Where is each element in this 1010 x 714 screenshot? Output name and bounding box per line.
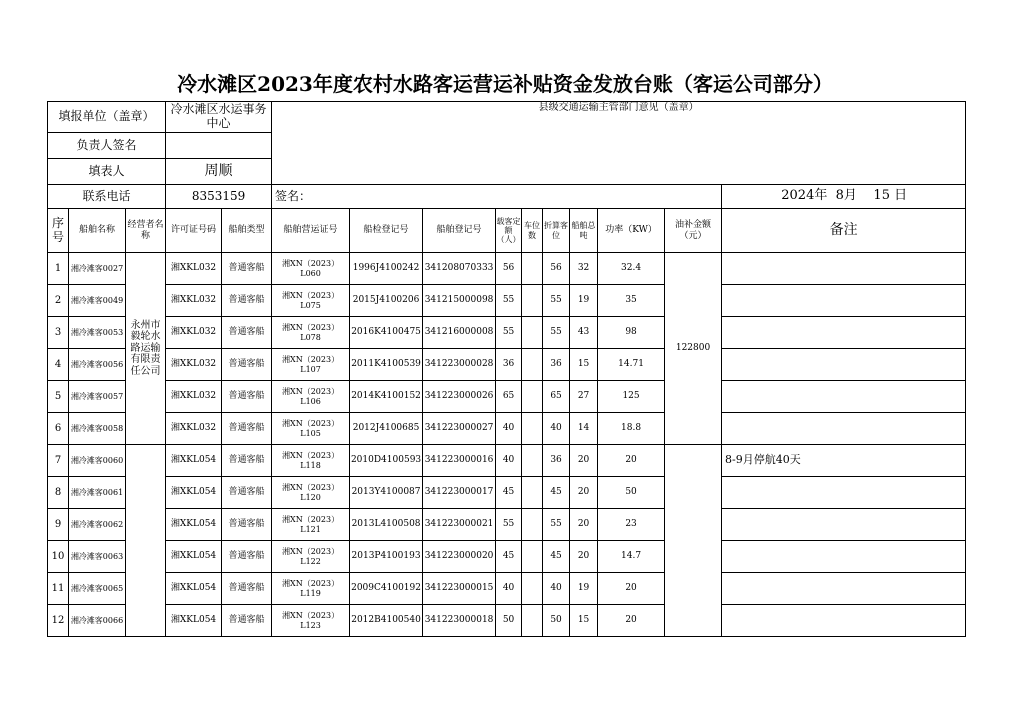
cell-inspection-no: 2012J4100685 bbox=[350, 413, 423, 445]
filler-label: 填表人 bbox=[48, 159, 166, 185]
cell-converted: 45 bbox=[543, 541, 570, 573]
table-row bbox=[48, 349, 966, 381]
cell-inspection-no: 2010D4100593 bbox=[350, 445, 423, 477]
cell-capacity: 65 bbox=[496, 381, 522, 413]
cell-tonnage: 43 bbox=[570, 317, 598, 349]
cell-tonnage: 27 bbox=[570, 381, 598, 413]
col-ship-type: 船舶类型 bbox=[222, 209, 272, 253]
cell-registry-no: 341223000017 bbox=[423, 477, 496, 509]
cell-car-slots bbox=[522, 381, 543, 413]
cell-license: 湘XKL032 bbox=[166, 413, 222, 445]
cell-power: 50 bbox=[598, 477, 665, 509]
cell-tonnage: 20 bbox=[570, 509, 598, 541]
col-capacity: 载客定额（人） bbox=[496, 209, 522, 253]
sign-cell: 签名： bbox=[272, 185, 722, 209]
cell-seq: 2 bbox=[48, 285, 69, 317]
cell-car-slots bbox=[522, 349, 543, 381]
cell-tonnage: 32 bbox=[570, 253, 598, 285]
cell-ship-type: 普通客船 bbox=[222, 349, 272, 381]
operator-group-b bbox=[126, 445, 166, 637]
cell-ship-name: 湘冷滩客0057 bbox=[69, 381, 126, 413]
cell-converted: 50 bbox=[543, 605, 570, 637]
col-converted: 折算客位 bbox=[543, 209, 570, 253]
cell-power: 20 bbox=[598, 445, 665, 477]
cell-registry-no: 341216000008 bbox=[423, 317, 496, 349]
operator-group-a: 永州市毅轮水路运输有限责任公司 bbox=[126, 253, 166, 445]
col-registry-no: 船舶登记号 bbox=[423, 209, 496, 253]
cell-power: 14.7 bbox=[598, 541, 665, 573]
header-row-unit bbox=[48, 102, 966, 133]
table-row bbox=[48, 317, 966, 349]
cell-capacity: 55 bbox=[496, 317, 522, 349]
cell-inspection-no: 2012B4100540 bbox=[350, 605, 423, 637]
cell-registry-no: 341223000018 bbox=[423, 605, 496, 637]
header-row-phone bbox=[48, 185, 966, 209]
cell-operation-cert: 湘XN（2023）L060 bbox=[272, 253, 350, 285]
cell-converted: 65 bbox=[543, 381, 570, 413]
cell-converted: 45 bbox=[543, 477, 570, 509]
cell-tonnage: 20 bbox=[570, 445, 598, 477]
cell-ship-name: 湘冷滩客0062 bbox=[69, 509, 126, 541]
cell-ship-type: 普通客船 bbox=[222, 573, 272, 605]
cell-remark: 8-9月停航40天 bbox=[722, 445, 966, 477]
cell-operation-cert: 湘XN（2023）L078 bbox=[272, 317, 350, 349]
cell-license: 湘XKL032 bbox=[166, 253, 222, 285]
cell-remark bbox=[722, 285, 966, 317]
cell-registry-no: 341223000028 bbox=[423, 349, 496, 381]
cell-ship-type: 普通客船 bbox=[222, 381, 272, 413]
cell-converted: 55 bbox=[543, 317, 570, 349]
cell-ship-type: 普通客船 bbox=[222, 413, 272, 445]
cell-ship-name: 湘冷滩客0027 bbox=[69, 253, 126, 285]
cell-power: 98 bbox=[598, 317, 665, 349]
cell-converted: 36 bbox=[543, 445, 570, 477]
cell-seq: 10 bbox=[48, 541, 69, 573]
cell-registry-no: 341223000021 bbox=[423, 509, 496, 541]
cell-seq: 11 bbox=[48, 573, 69, 605]
cell-registry-no: 341223000026 bbox=[423, 381, 496, 413]
cell-converted: 55 bbox=[543, 285, 570, 317]
cell-license: 湘XKL054 bbox=[166, 509, 222, 541]
cell-converted: 56 bbox=[543, 253, 570, 285]
cell-license: 湘XKL054 bbox=[166, 605, 222, 637]
cell-seq: 8 bbox=[48, 477, 69, 509]
cell-capacity: 45 bbox=[496, 477, 522, 509]
unit-value: 冷水滩区水运事务中心 bbox=[166, 102, 272, 133]
col-inspection-no: 船检登记号 bbox=[350, 209, 423, 253]
table-row bbox=[48, 477, 966, 509]
cell-remark bbox=[722, 509, 966, 541]
cell-capacity: 36 bbox=[496, 349, 522, 381]
cell-ship-type: 普通客船 bbox=[222, 477, 272, 509]
cell-power: 18.8 bbox=[598, 413, 665, 445]
phone-value: 8353159 bbox=[166, 185, 272, 209]
cell-capacity: 40 bbox=[496, 573, 522, 605]
cell-license: 湘XKL054 bbox=[166, 445, 222, 477]
table-row bbox=[48, 573, 966, 605]
cell-power: 23 bbox=[598, 509, 665, 541]
cell-registry-no: 341223000016 bbox=[423, 445, 496, 477]
cell-seq: 7 bbox=[48, 445, 69, 477]
cell-ship-name: 湘冷滩客0061 bbox=[69, 477, 126, 509]
col-car-slots: 车位数 bbox=[522, 209, 543, 253]
cell-operation-cert: 湘XN（2023）L121 bbox=[272, 509, 350, 541]
date-year: 2024年 bbox=[781, 188, 828, 204]
cell-remark bbox=[722, 413, 966, 445]
cell-inspection-no: 2016K4100475 bbox=[350, 317, 423, 349]
cell-operation-cert: 湘XN（2023）L118 bbox=[272, 445, 350, 477]
col-operation-cert: 船舶营运证号 bbox=[272, 209, 350, 253]
col-ship-name: 船舶名称 bbox=[69, 209, 126, 253]
filler-value: 周顺 bbox=[166, 159, 272, 185]
cell-ship-name: 湘冷滩客0056 bbox=[69, 349, 126, 381]
cell-registry-no: 341223000020 bbox=[423, 541, 496, 573]
cell-tonnage: 20 bbox=[570, 541, 598, 573]
table-row bbox=[48, 381, 966, 413]
cell-power: 32.4 bbox=[598, 253, 665, 285]
cell-ship-type: 普通客船 bbox=[222, 541, 272, 573]
cell-remark bbox=[722, 317, 966, 349]
cell-license: 湘XKL032 bbox=[166, 381, 222, 413]
cell-remark bbox=[722, 573, 966, 605]
cell-ship-name: 湘冷滩客0063 bbox=[69, 541, 126, 573]
cell-tonnage: 20 bbox=[570, 477, 598, 509]
col-tonnage: 船舶总吨 bbox=[570, 209, 598, 253]
cell-car-slots bbox=[522, 477, 543, 509]
col-license: 许可证号码 bbox=[166, 209, 222, 253]
table-row bbox=[48, 285, 966, 317]
cell-seq: 4 bbox=[48, 349, 69, 381]
cell-ship-type: 普通客船 bbox=[222, 509, 272, 541]
cell-car-slots bbox=[522, 541, 543, 573]
cell-ship-type: 普通客船 bbox=[222, 445, 272, 477]
cell-car-slots bbox=[522, 445, 543, 477]
cell-power: 20 bbox=[598, 573, 665, 605]
cell-operation-cert: 湘XN（2023）L122 bbox=[272, 541, 350, 573]
cell-ship-name: 湘冷滩客0049 bbox=[69, 285, 126, 317]
cell-inspection-no: 2014K4100152 bbox=[350, 381, 423, 413]
cell-operation-cert: 湘XN（2023）L123 bbox=[272, 605, 350, 637]
cell-ship-name: 湘冷滩客0065 bbox=[69, 573, 126, 605]
date-day: 15 日 bbox=[873, 188, 908, 204]
cell-license: 湘XKL032 bbox=[166, 317, 222, 349]
cell-ship-name: 湘冷滩客0058 bbox=[69, 413, 126, 445]
table-row bbox=[48, 605, 966, 637]
unit-label: 填报单位（盖章） bbox=[48, 102, 166, 133]
cell-car-slots bbox=[522, 285, 543, 317]
table-row bbox=[48, 253, 966, 285]
cell-inspection-no: 2009C4100192 bbox=[350, 573, 423, 605]
date-cell bbox=[722, 185, 966, 209]
cell-seq: 5 bbox=[48, 381, 69, 413]
cell-ship-name: 湘冷滩客0066 bbox=[69, 605, 126, 637]
cell-registry-no: 341223000027 bbox=[423, 413, 496, 445]
cell-seq: 6 bbox=[48, 413, 69, 445]
date-month: 8月 bbox=[835, 188, 857, 204]
cell-remark bbox=[722, 381, 966, 413]
cell-tonnage: 15 bbox=[570, 349, 598, 381]
leader-value bbox=[166, 133, 272, 159]
table-row bbox=[48, 509, 966, 541]
cell-power: 35 bbox=[598, 285, 665, 317]
leader-label: 负责人签名 bbox=[48, 133, 166, 159]
cell-power: 125 bbox=[598, 381, 665, 413]
cell-seq: 3 bbox=[48, 317, 69, 349]
cell-registry-no: 341223000015 bbox=[423, 573, 496, 605]
cell-inspection-no: 2015J4100206 bbox=[350, 285, 423, 317]
cell-inspection-no: 1996J4100242 bbox=[350, 253, 423, 285]
cell-converted: 40 bbox=[543, 573, 570, 605]
cell-car-slots bbox=[522, 253, 543, 285]
cell-car-slots bbox=[522, 605, 543, 637]
cell-car-slots bbox=[522, 509, 543, 541]
cell-tonnage: 15 bbox=[570, 605, 598, 637]
cell-capacity: 45 bbox=[496, 541, 522, 573]
cell-remark bbox=[722, 477, 966, 509]
ledger-table bbox=[47, 101, 966, 637]
county-opinion-cell: 县级交通运输主管部门意见（盖章） bbox=[272, 102, 966, 185]
col-operator: 经营者名称 bbox=[126, 209, 166, 253]
cell-ship-type: 普通客船 bbox=[222, 317, 272, 349]
cell-license: 湘XKL054 bbox=[166, 541, 222, 573]
cell-ship-name: 湘冷滩客0060 bbox=[69, 445, 126, 477]
table-row bbox=[48, 541, 966, 573]
cell-power: 14.71 bbox=[598, 349, 665, 381]
cell-car-slots bbox=[522, 573, 543, 605]
cell-operation-cert: 湘XN（2023）L107 bbox=[272, 349, 350, 381]
cell-converted: 55 bbox=[543, 509, 570, 541]
cell-tonnage: 19 bbox=[570, 285, 598, 317]
cell-power: 20 bbox=[598, 605, 665, 637]
cell-license: 湘XKL054 bbox=[166, 573, 222, 605]
cell-inspection-no: 2013P4100193 bbox=[350, 541, 423, 573]
cell-operation-cert: 湘XN（2023）L119 bbox=[272, 573, 350, 605]
fuel-group-b bbox=[665, 445, 722, 637]
cell-converted: 36 bbox=[543, 349, 570, 381]
col-power: 功率（KW） bbox=[598, 209, 665, 253]
cell-remark bbox=[722, 349, 966, 381]
cell-operation-cert: 湘XN（2023）L105 bbox=[272, 413, 350, 445]
cell-operation-cert: 湘XN（2023）L075 bbox=[272, 285, 350, 317]
cell-car-slots bbox=[522, 413, 543, 445]
col-remark: 备注 bbox=[722, 209, 966, 253]
cell-remark bbox=[722, 605, 966, 637]
fuel-group-a: 122800 bbox=[665, 253, 722, 445]
cell-inspection-no: 2011K4100539 bbox=[350, 349, 423, 381]
cell-seq: 9 bbox=[48, 509, 69, 541]
cell-capacity: 50 bbox=[496, 605, 522, 637]
cell-seq: 1 bbox=[48, 253, 69, 285]
cell-converted: 40 bbox=[543, 413, 570, 445]
cell-operation-cert: 湘XN（2023）L106 bbox=[272, 381, 350, 413]
document-title: 冷水滩区2023年度农村水路客运营运补贴资金发放台账（客运公司部分） bbox=[177, 72, 833, 96]
cell-license: 湘XKL032 bbox=[166, 285, 222, 317]
cell-ship-type: 普通客船 bbox=[222, 253, 272, 285]
cell-car-slots bbox=[522, 317, 543, 349]
cell-tonnage: 14 bbox=[570, 413, 598, 445]
table-row bbox=[48, 413, 966, 445]
cell-ship-type: 普通客船 bbox=[222, 605, 272, 637]
cell-inspection-no: 2013Y4100087 bbox=[350, 477, 423, 509]
col-seq: 序号 bbox=[48, 209, 69, 253]
column-header-row bbox=[48, 209, 966, 253]
phone-label: 联系电话 bbox=[48, 185, 166, 209]
cell-seq: 12 bbox=[48, 605, 69, 637]
cell-inspection-no: 2013L4100508 bbox=[350, 509, 423, 541]
cell-ship-type: 普通客船 bbox=[222, 285, 272, 317]
cell-capacity: 56 bbox=[496, 253, 522, 285]
cell-license: 湘XKL054 bbox=[166, 477, 222, 509]
cell-operation-cert: 湘XN（2023）L120 bbox=[272, 477, 350, 509]
cell-remark bbox=[722, 541, 966, 573]
table-row bbox=[48, 445, 966, 477]
cell-capacity: 40 bbox=[496, 445, 522, 477]
cell-remark bbox=[722, 253, 966, 285]
col-fuel: 油补金额（元） bbox=[665, 209, 722, 253]
cell-tonnage: 19 bbox=[570, 573, 598, 605]
cell-capacity: 55 bbox=[496, 285, 522, 317]
cell-capacity: 40 bbox=[496, 413, 522, 445]
cell-registry-no: 341215000098 bbox=[423, 285, 496, 317]
cell-registry-no: 341208070333 bbox=[423, 253, 496, 285]
cell-capacity: 55 bbox=[496, 509, 522, 541]
cell-license: 湘XKL032 bbox=[166, 349, 222, 381]
cell-ship-name: 湘冷滩客0053 bbox=[69, 317, 126, 349]
